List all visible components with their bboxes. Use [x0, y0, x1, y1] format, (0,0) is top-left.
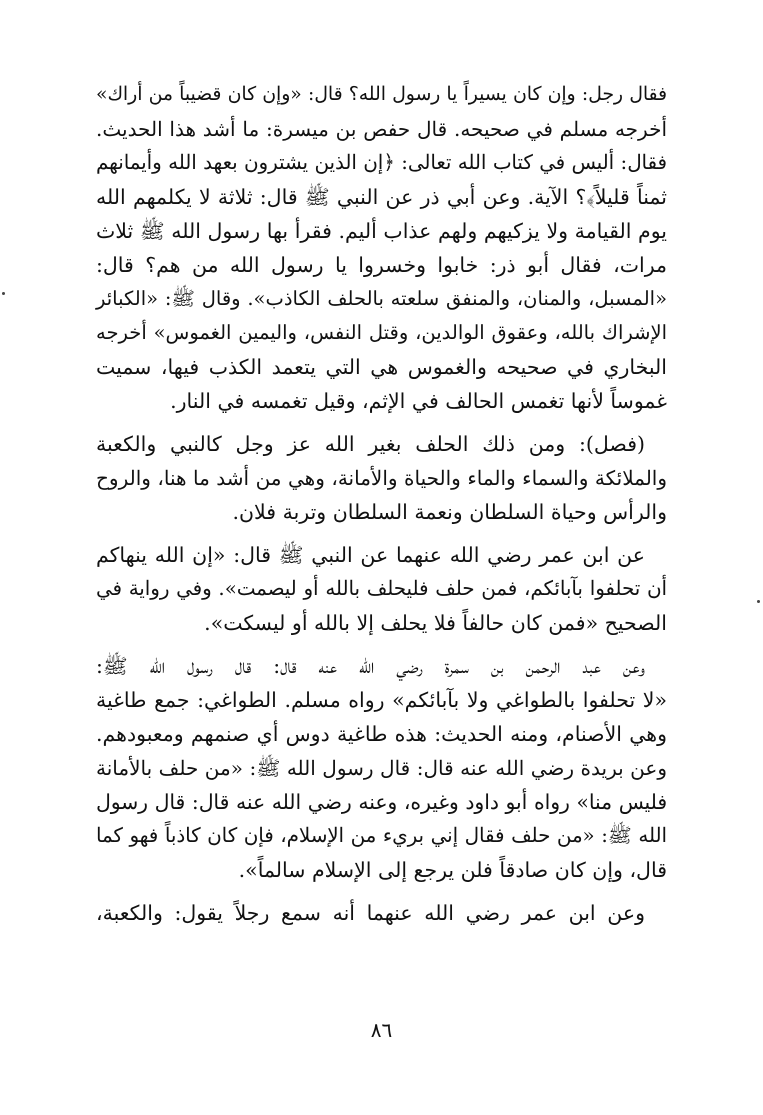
text-line: غموساً لأنها تغمس الحالف في الإثم، وقيل تغمسه في النار.	[170, 389, 667, 413]
text-line: أخرجه مسلم في صحيحه. قال حفص بن ميسرة: ما أشد هذا الحديث.	[96, 117, 668, 141]
text-line: مرات، فقال أبو ذر: خابوا وخسروا يا رسول الله من هم؟ قال:	[96, 253, 667, 277]
text-line: والرأس وحياة السلطان ونعمة السلطان وتربة فلان.	[232, 500, 667, 524]
paragraph-1	[96, 78, 667, 418]
text-line: (فصل): ومن ذلك الحلف بغير الله عز وجل كالنبي والكعبة	[96, 432, 645, 456]
page-number: ٨٦	[370, 1018, 393, 1042]
scan-mark	[2, 292, 5, 295]
text-line: وعن عبد الرحمن بن سمرة رضي الله عنه قال: قال رسول الله ﷺ:	[96, 654, 645, 678]
text-line: وهي الأصنام، ومنه الحديث: هذه طاغية دوس أي صنمهم ومعبودهم.	[96, 722, 667, 746]
text-line: وعن بريدة رضي الله عنه قال: قال رسول الله ﷺ: «من حلف بالأمانة	[96, 756, 667, 780]
text-line: يوم القيامة ولا يزكيهم ولهم عذاب أليم. فقرأ بها رسول الله ﷺ ثلاث	[96, 219, 667, 243]
text-line: «المسبل، والمنان، والمنفق سلعته بالحلف الكاذب». وقال ﷺ: «الكبائر	[96, 287, 667, 310]
text-line: البخاري في صحيحه والغموس هي التي يتعمد الكذب فيها، سميت	[96, 355, 667, 379]
text-line: الله ﷺ: «من حلف فقال إني بريء من الإسلام، فإن كان كاذباً فهو كما	[96, 824, 667, 847]
text-line: وعن ابن عمر رضي الله عنهما أنه سمع رجلاً يقول: والكعبة،	[96, 901, 645, 925]
text-line: فقال رجل: وإن كان يسيراً يا رسول الله؟ قال: «وإن كان قضيباً من أراك»	[96, 84, 667, 105]
text-line: قال، وإن كان صادقاً فلن يرجع إلى الإسلام سالماً».	[238, 858, 667, 882]
paragraph-4	[96, 649, 667, 887]
text-line: الإشراك بالله، وعقوق الوالدين، وقتل النفس، واليمين الغموس» أخرجه	[96, 321, 667, 344]
text-line: عن ابن عمر رضي الله عنهما عن النبي ﷺ قال: «إن الله ينهاكم	[96, 543, 645, 567]
paragraph-2	[96, 427, 667, 529]
scan-mark	[757, 600, 760, 603]
text-line: ثمناً قليلاً﴾؟ الآية. وعن أبي ذر عن النبي ﷺ قال: ثلاثة لا يكلمهم الله	[96, 185, 667, 209]
text-line: فقال: أليس في كتاب الله تعالى: ﴿إن الذين يشترون بعهد الله وأيمانهم	[96, 151, 667, 174]
text-line: والملائكة والسماء والماء والحياة والأمانة، وهي من أشد ما هنا، والروح	[96, 466, 667, 490]
text-line: أن تحلفوا بآبائكم، فمن حلف فليحلف بالله أو ليصمت». وفي رواية في	[96, 577, 667, 600]
main-text	[96, 78, 667, 930]
text-line: فليس منا» رواه أبو داود وغيره، وعنه رضي الله عنه قال: قال رسول	[96, 790, 667, 814]
text-line: «لا تحلفوا بالطواغي ولا بآبائكم» رواه مسلم. الطواغي: جمع طاغية	[96, 688, 667, 712]
text-line: الصحيح «فمن كان حالفاً فلا يحلف إلا بالله أو ليسكت».	[204, 611, 667, 635]
paragraph-5	[96, 896, 667, 930]
paragraph-3	[96, 538, 667, 640]
